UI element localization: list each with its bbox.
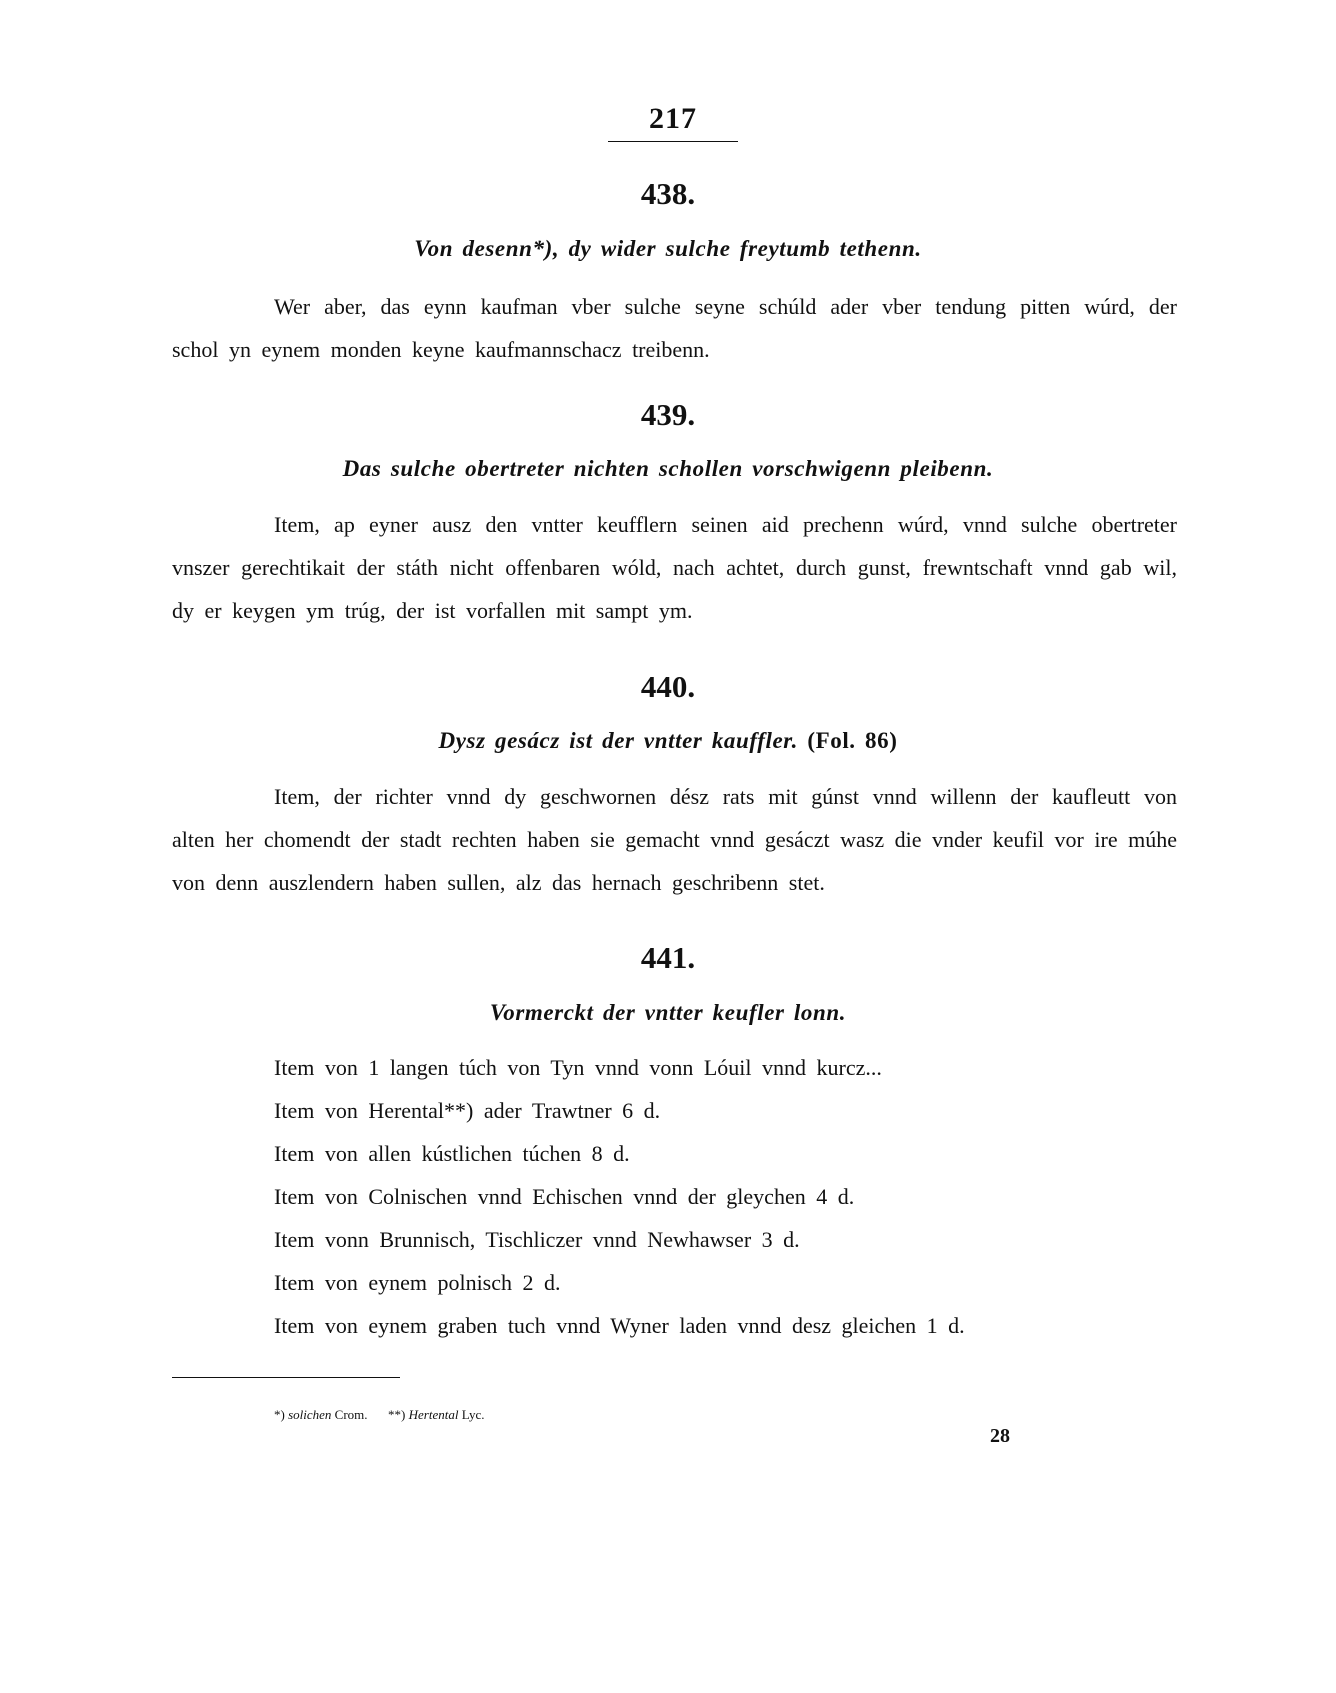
section-number-440: 440.	[640, 669, 696, 704]
section-heading-441	[0, 1000, 1336, 1026]
footnote-2-mark: **)	[388, 1407, 406, 1422]
page-number: 217	[649, 102, 697, 135]
section-paragraph-438: Wer aber, das eynn kaufman vber sulche seyne schúld ader vber tendung pitten wúrd, der schol yn eynem monden keyne kaufmannschacz treibenn.	[172, 294, 1177, 362]
list-item: Item vonn Brunnisch, Tischliczer vnnd Newhawser 3 d.	[274, 1227, 800, 1252]
list-item: Item von Herental**) ader Trawtner 6 d.	[274, 1098, 661, 1123]
page-number-rule	[608, 141, 738, 142]
footnote-1-source: Crom.	[334, 1407, 368, 1422]
section-heading-text: Das sulche obertreter nichten schollen vorschwigenn pleibenn.	[342, 456, 994, 481]
list-item: Item von allen kústlichen túchen 8 d.	[274, 1141, 630, 1166]
footnote-rule	[172, 1377, 400, 1378]
section-heading-439	[0, 456, 1336, 482]
signature-mark: 28	[990, 1425, 1010, 1447]
footnotes	[274, 1407, 484, 1423]
list-item: Item von 1 langen túch von Tyn vnnd vonn Lóuil vnnd kurcz...	[274, 1055, 882, 1080]
section-heading-folio: (Fol. 86)	[807, 728, 898, 753]
section-paragraph-440: Item, der richter vnnd dy geschwornen dész rats mit gúnst vnnd willenn der kaufleutt von alten her chomendt der stadt rechten haben sie gemacht vnnd gesáczt wasz die vnder keufil vor ire múhe von denn auszlendern haben sullen, alz das hernach geschribenn stet.	[172, 784, 1177, 895]
footnote-1-variant: solichen	[288, 1407, 332, 1422]
list-item: Item von eynem graben tuch vnnd Wyner laden vnnd desz gleichen 1 d.	[274, 1313, 965, 1338]
footnote-1-mark: *)	[274, 1407, 285, 1422]
section-number-441: 441.	[640, 940, 696, 975]
fee-list	[274, 1046, 1174, 1347]
section-heading-440	[0, 728, 1336, 754]
section-heading-text: Vormerckt der vntter keufler lonn.	[489, 1000, 847, 1025]
footnote-2-variant: Hertental	[408, 1407, 459, 1422]
list-item: Item von eynem polnisch 2 d.	[274, 1270, 561, 1295]
section-heading-text: Von desenn*), dy wider sulche freytumb tethenn.	[414, 236, 922, 261]
section-number-438: 438.	[640, 176, 696, 211]
section-heading-438	[0, 236, 1336, 262]
section-number-439: 439.	[640, 397, 696, 432]
list-item: Item von Colnischen vnnd Echischen vnnd der gleychen 4 d.	[274, 1184, 855, 1209]
footnote-2-source: Lyc.	[461, 1407, 485, 1422]
section-heading-text: Dysz gesácz ist der vntter kauffler.	[438, 728, 798, 753]
section-paragraph-439: Item, ap eyner ausz den vntter keufflern seinen aid prechenn wúrd, vnnd sulche obertreter vnszer gerechtikait der státh nicht offenbaren wóld, nach achtet, durch gunst, frewntschaft vnnd gab wil, dy er keygen ym trúg, der ist vorfallen mit sampt ym.	[172, 512, 1177, 623]
